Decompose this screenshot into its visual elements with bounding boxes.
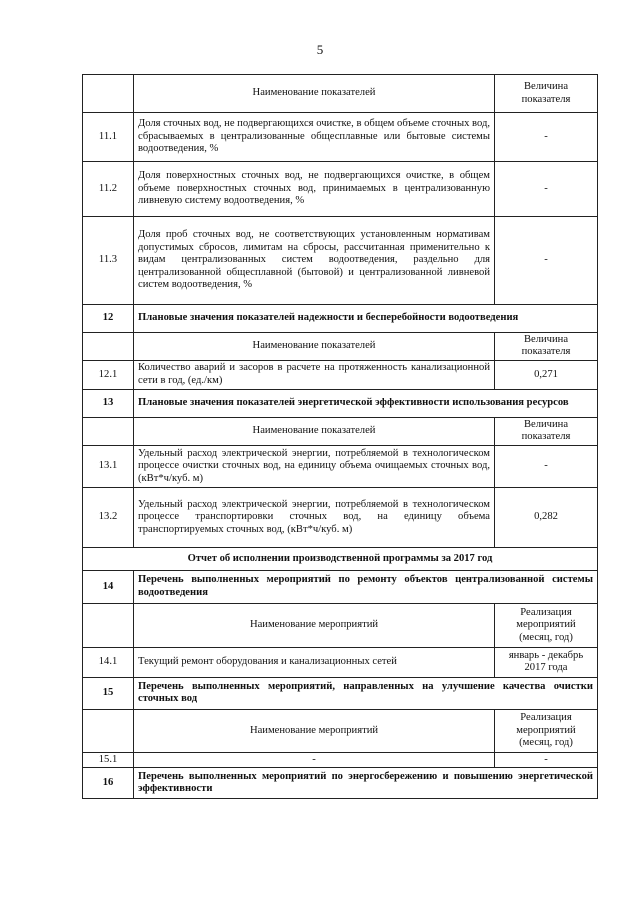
page-number: 5: [316, 42, 324, 57]
row-number: [83, 75, 134, 113]
section-title: Перечень выполненных мероприятий по ремонту объектов централизованной системы водоотведения: [134, 570, 598, 603]
section-title: Плановые значения показателей энергетической эффективности использования ресурсов: [134, 389, 598, 417]
column-header-value: Реализация мероприятий (месяц, год): [495, 603, 598, 647]
indicator-name: Удельный расход электрической энергии, потребляемой в технологическом процессе очистки сточных вод, на единицу объема очищаемых сточных вод, (кВт*ч/куб. м): [134, 445, 495, 487]
column-header-name: Наименование показателей: [134, 417, 495, 445]
table-row-item: [83, 360, 598, 389]
indicator-name: -: [134, 752, 495, 767]
row-number: 11.2: [83, 162, 134, 217]
row-number: 14.1: [83, 647, 134, 677]
indicator-name: Удельный расход электрической энергии, потребляемой в технологическом процессе транспортировки сточных вод, на единицу объема транспортируемых сточных вод, (кВт*ч/куб. м): [134, 487, 495, 547]
row-number: 11.1: [83, 113, 134, 162]
row-number: [83, 709, 134, 752]
indicator-name: Текущий ремонт оборудования и канализационных сетей: [134, 647, 495, 677]
indicator-value: -: [495, 113, 598, 162]
table-row-section: [83, 570, 598, 603]
row-number: [83, 417, 134, 445]
row-number: 13.1: [83, 445, 134, 487]
table-row-section: [83, 305, 598, 333]
row-number: 15.1: [83, 752, 134, 767]
row-number: [83, 333, 134, 361]
section-number: 14: [83, 570, 134, 603]
table-row-item: [83, 162, 598, 217]
table-row-item: [83, 445, 598, 487]
table-row-item: [83, 217, 598, 305]
column-header-name: Наименование мероприятий: [134, 709, 495, 752]
table-row-header: [83, 709, 598, 752]
section-title: Перечень выполненных мероприятий, направленных на улучшение качества очистки сточных вод: [134, 677, 598, 709]
row-number: 13.2: [83, 487, 134, 547]
indicators-table: [82, 74, 598, 799]
table-row-item: [83, 752, 598, 767]
report-heading: Отчет об исполнении производственной программы за 2017 год: [83, 547, 598, 570]
column-header-value: Реализация мероприятий (месяц, год): [495, 709, 598, 752]
row-number: 11.3: [83, 217, 134, 305]
indicator-value: -: [495, 217, 598, 305]
table-row-section: [83, 768, 598, 799]
indicator-name: Доля проб сточных вод, не соответствующих установленным нормативам допустимых сбросов, лимитам на сбросы, рассчитанная применительно к видам централизованных систем водоотведения, раздельно для централизованной общесплавной (бытовой) и централизованной ливневой систем водоотведения, %: [134, 217, 495, 305]
column-header-name: Наименование показателей: [134, 333, 495, 361]
table-row-item: [83, 113, 598, 162]
indicator-value: -: [495, 162, 598, 217]
row-number: 12.1: [83, 360, 134, 389]
table-row-header: [83, 417, 598, 445]
indicator-value: 0,271: [495, 360, 598, 389]
section-number: 13: [83, 389, 134, 417]
table-row-header: [83, 75, 598, 113]
table-row-section: [83, 677, 598, 709]
section-title: Перечень выполненных мероприятий по энергосбережению и повышению энергетической эффективности: [134, 768, 598, 799]
indicator-name: Доля сточных вод, не подвергающихся очистке, в общем объеме сточных вод, сбрасываемых в централизованные общесплавные или бытовые системы водоотведения, %: [134, 113, 495, 162]
indicator-value: -: [495, 445, 598, 487]
section-number: 15: [83, 677, 134, 709]
indicator-value: январь - декабрь 2017 года: [495, 647, 598, 677]
column-header-value: Величина показателя: [495, 333, 598, 361]
indicator-value: 0,282: [495, 487, 598, 547]
indicator-name: Количество аварий и засоров в расчете на протяженность канализационной сети в год, (ед./км): [134, 360, 495, 389]
column-header-name: Наименование показателей: [134, 75, 495, 113]
column-header-value: Величина показателя: [495, 417, 598, 445]
table-row-section: [83, 389, 598, 417]
indicator-name: Доля поверхностных сточных вод, не подвергающихся очистке, в общем объеме поверхностных сточных вод, принимаемых в централизованную ливневую систему водоотведения, %: [134, 162, 495, 217]
column-header-name: Наименование мероприятий: [134, 603, 495, 647]
section-title: Плановые значения показателей надежности и бесперебойности водоотведения: [134, 305, 598, 333]
table-row-item: [83, 647, 598, 677]
indicator-value: -: [495, 752, 598, 767]
table-row-header: [83, 333, 598, 361]
section-number: 12: [83, 305, 134, 333]
column-header-value: Величина показателя: [495, 75, 598, 113]
table-row-item: [83, 487, 598, 547]
table-row-full: [83, 547, 598, 570]
section-number: 16: [83, 768, 134, 799]
table-row-header: [83, 603, 598, 647]
row-number: [83, 603, 134, 647]
